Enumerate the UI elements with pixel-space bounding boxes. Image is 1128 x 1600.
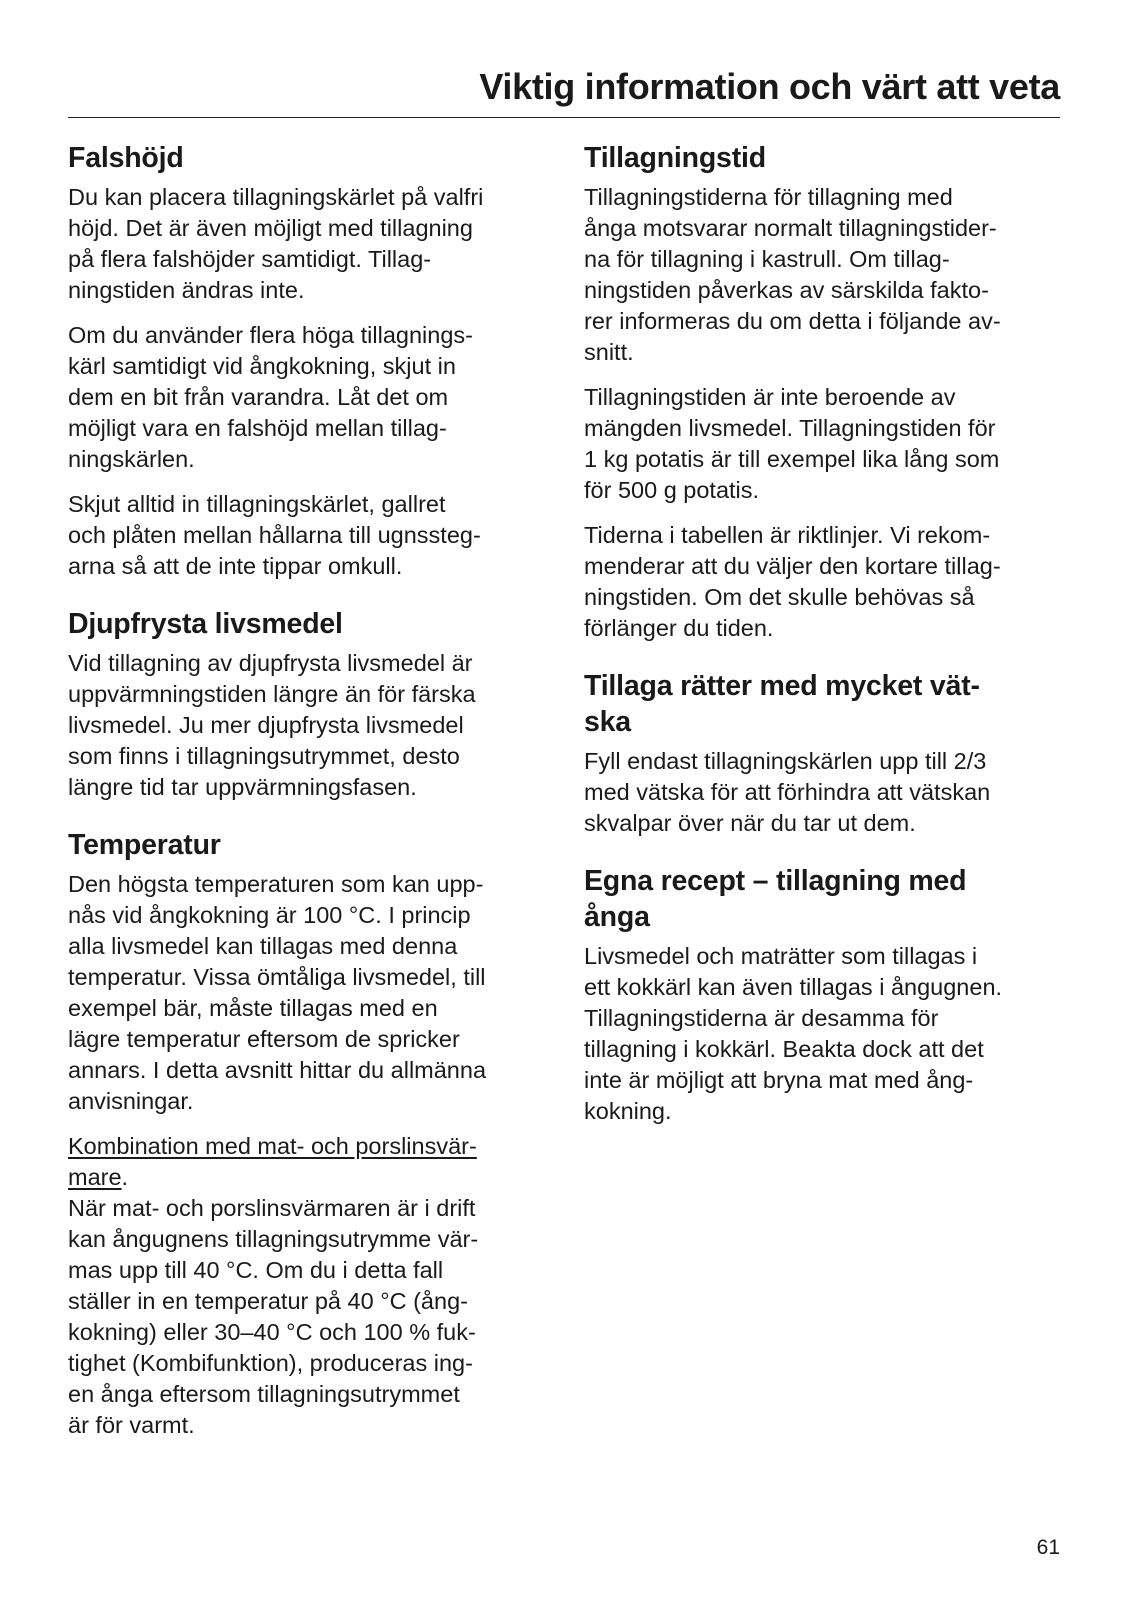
right-column bbox=[584, 140, 1060, 1151]
subheading-punctuation: . bbox=[121, 1164, 129, 1190]
heading-temperatur: Temperatur bbox=[68, 829, 221, 861]
heading-vatska: Tillaga rätter med mycket vät- ska bbox=[584, 670, 980, 738]
paragraph: Tiderna i tabellen är riktlinjer. Vi rekom- menderar att du väljer den kortare tillag- ningstiden. Om det skulle behövas så förlänger du tiden. bbox=[584, 522, 1001, 641]
paragraph: Livsmedel och maträtter som tillagas i ett kokkärl kan även tillagas i ångugnen. Tillagningstiderna är desamma för tillagning i kokkärl. Beakta dock att det inte är möjligt att bryna mat med ång- kokning. bbox=[584, 943, 1003, 1124]
heading-recept: Egna recept – tillagning med ånga bbox=[584, 865, 967, 933]
paragraph: Fyll endast tillagningskärlen upp till 2/3 med vätska för att förhindra att vätskan skvalpar över när du tar ut dem. bbox=[584, 748, 991, 836]
heading-tillagningstid: Tillagningstid bbox=[584, 142, 766, 174]
paragraph: Du kan placera tillagningskärlet på valfri höjd. Det är även möjligt med tillagning på flera falshöjder samtidigt. Tillag- ningstiden ändras inte. bbox=[68, 184, 484, 303]
section-djupfrysta bbox=[68, 606, 556, 803]
section-vatska bbox=[584, 668, 1060, 839]
section-tillagningstid bbox=[584, 140, 1060, 644]
page-number: 61 bbox=[1036, 1536, 1060, 1559]
paragraph: Tillagningstiderna för tillagning med ånga motsvarar normalt tillagningstider- na för tillagning i kastrull. Om tillag- ningstiden påverkas av särskilda fakto- rer informeras du om detta i följande av- snitt. bbox=[584, 184, 1001, 365]
underlined-subheading: Kombination med mat- och porslinsvär- mare bbox=[68, 1133, 477, 1190]
heading-falshojd: Falshöjd bbox=[68, 142, 184, 174]
subsection-paragraph bbox=[68, 1131, 556, 1193]
left-column bbox=[68, 140, 556, 1465]
page-header bbox=[68, 62, 1060, 118]
section-recept bbox=[584, 863, 1060, 1127]
section-falshojd bbox=[68, 140, 556, 582]
page-title: Viktig information och värt att veta bbox=[479, 66, 1060, 107]
heading-djupfrysta: Djupfrysta livsmedel bbox=[68, 608, 343, 640]
paragraph: Den högsta temperaturen som kan upp- nås vid ångkokning är 100 °C. I princip alla livsmedel kan tillagas med denna temperatur. Vissa ömtåliga livsmedel, till exempel bär, måste tillagas med en lägre temperatur eftersom de spricker annars. I detta avsnitt hittar du allmänna anvisningar. bbox=[68, 871, 487, 1114]
paragraph: Vid tillagning av djupfrysta livsmedel är uppvärmningstiden längre än för färska livsmedel. Ju mer djupfrysta livsmedel som finns i tillagningsutrymmet, desto längre tid tar uppvärmningsfasen. bbox=[68, 650, 476, 800]
paragraph: Om du använder flera höga tillagnings- kärl samtidigt vid ångkokning, skjut in dem en bit från varandra. Låt det om möjligt vara en falshöjd mellan tillag- ningskärlen. bbox=[68, 322, 473, 472]
section-temperatur bbox=[68, 827, 556, 1441]
paragraph: Skjut alltid in tillagningskärlet, gallret och plåten mellan hållarna till ugnssteg- arna så att de inte tippar omkull. bbox=[68, 491, 481, 579]
paragraph: Tillagningstiden är inte beroende av mängden livsmedel. Tillagningstiden för 1 kg potatis är till exempel lika lång som för 500 g potatis. bbox=[584, 384, 1000, 503]
paragraph: När mat- och porslinsvärmaren är i drift kan ångugnens tillagningsutrymme vär- mas upp till 40 °C. Om du i detta fall ställer in en temperatur på 40 °C (ång- kokning) eller 30–40 °C och 100 % fuk- tighet (Kombifunktion), produceras ing- en ånga eftersom tillagningsutrymmet är för varmt. bbox=[68, 1195, 479, 1438]
